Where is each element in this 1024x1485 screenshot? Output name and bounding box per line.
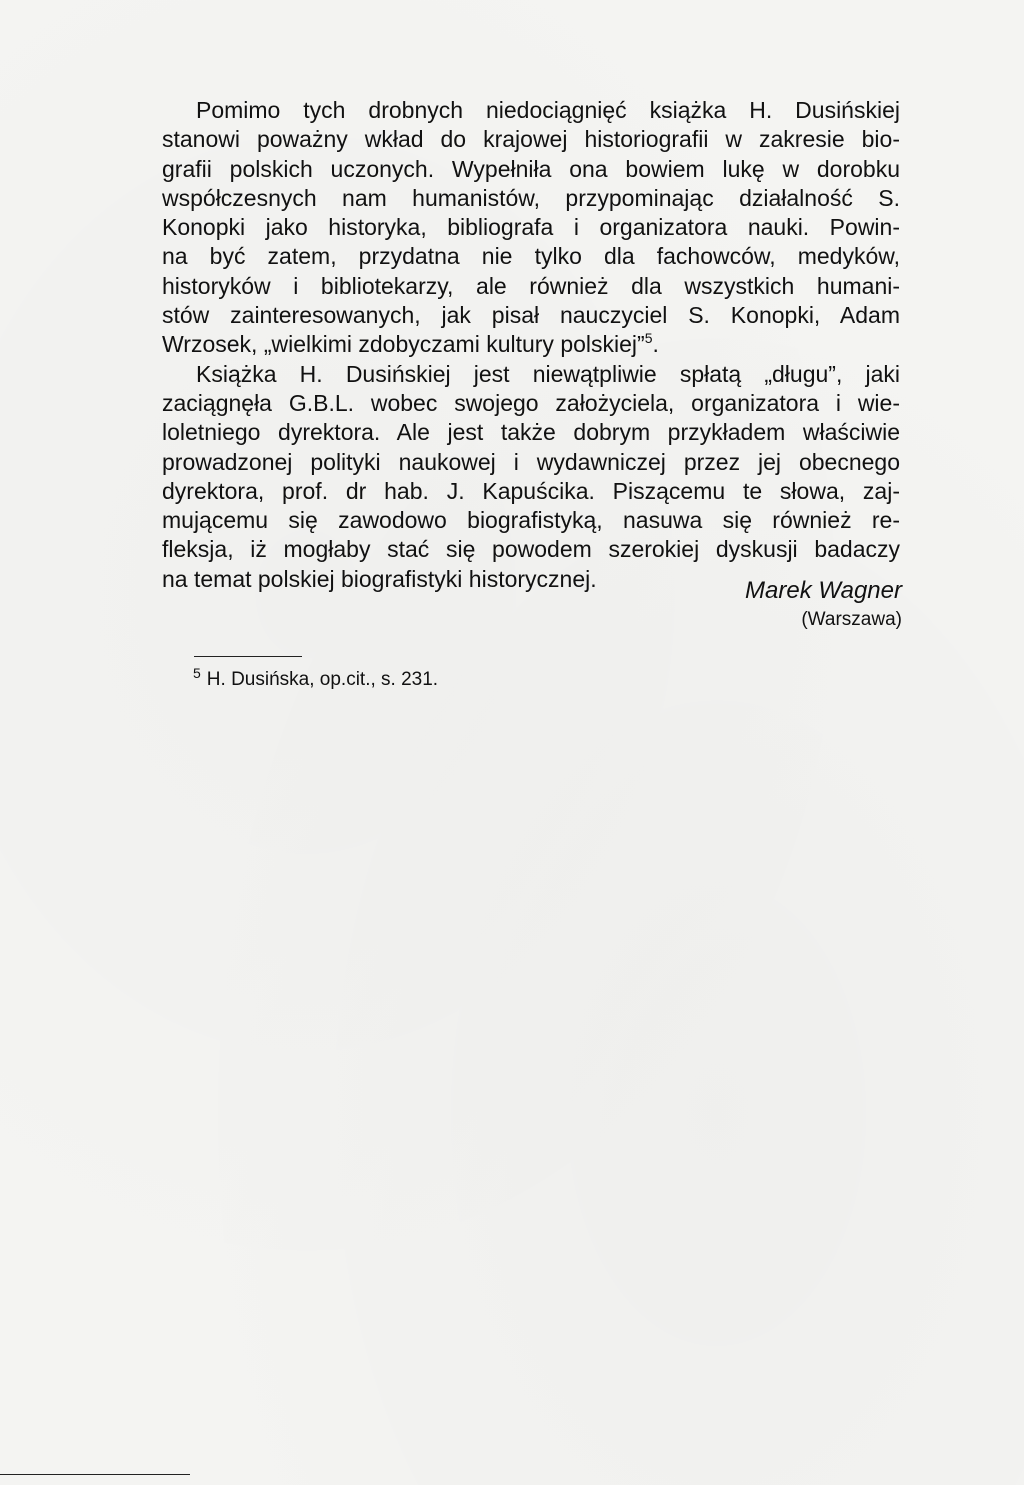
footnote-reference[interactable]: 5: [644, 330, 653, 347]
paragraph-2-line-8: na temat polskiej biografistyki historycznej.: [162, 565, 597, 592]
paragraph-2-line-1: Książka H. Dusińskiej jest niewątpliwie spłatą „długu”, jaki: [196, 360, 900, 387]
paragraph-1-line-3: grafii polskich uczonych. Wypełniła ona bowiem lukę w dorobku: [162, 155, 900, 182]
author-city: (Warszawa): [801, 609, 902, 630]
paragraph-2-line-6: mującemu się zawodowo biografistyką, nasuwa się również re-: [162, 507, 900, 534]
paragraph-1-line-6: na być zatem, przydatna nie tylko dla fachowców, medyków,: [162, 243, 900, 270]
paragraph-1-line-4: współczesnych nam humanistów, przypominając działalność S.: [162, 184, 900, 211]
footnote-separator: [194, 656, 302, 657]
paragraph-1-line-8: stów zainteresowanych, jak pisał nauczyciel S. Konopki, Adam: [162, 302, 900, 329]
paragraph-1-line-2: stanowi poważny wkład do krajowej historiografii w zakresie bio-: [162, 126, 900, 153]
paragraph-2-line-4: prowadzonej polityki naukowej i wydawniczej przez jej obecnego: [162, 448, 900, 475]
paragraph-1-line-9-end: .: [652, 331, 659, 358]
footnote: [193, 665, 439, 692]
paragraph-1-line-1: Pomimo tych drobnych niedociągnięć książka H. Dusińskiej: [196, 97, 900, 123]
author-name: Marek Wagner: [745, 577, 902, 604]
footnote-mark: 5: [193, 665, 201, 681]
paragraph-2-line-7: fleksja, iż mogłaby stać się powodem szerokiej dyskusji badaczy: [162, 536, 900, 563]
paragraph-2-line-5: dyrektora, prof. dr hab. J. Kapuścika. Piszącemu te słowa, zaj-: [162, 477, 900, 504]
signature-block: [745, 576, 902, 633]
footnote-text: H. Dusińska, op.cit., s. 231.: [206, 669, 439, 690]
paragraph-2-line-2: zaciągnęła G.B.L. wobec swojego założyciela, organizatora i wie-: [162, 389, 900, 416]
review-body-text: [162, 96, 900, 594]
paragraph-1-line-5: Konopki jako historyka, bibliografa i organizatora nauki. Powin-: [162, 214, 900, 241]
paragraph-1-line-9: [162, 330, 900, 359]
paragraph-2-line-3: loletniego dyrektora. Ale jest także dobrym przykładem właściwie: [162, 419, 900, 446]
paragraph-1-line-9-text: Wrzosek, „wielkimi zdobyczami kultury polskiej”: [162, 331, 645, 358]
paragraph-1-line-7: historyków i bibliotekarzy, ale również dla wszystkich humani-: [162, 272, 900, 299]
page-bottom-rule: [0, 1474, 190, 1475]
